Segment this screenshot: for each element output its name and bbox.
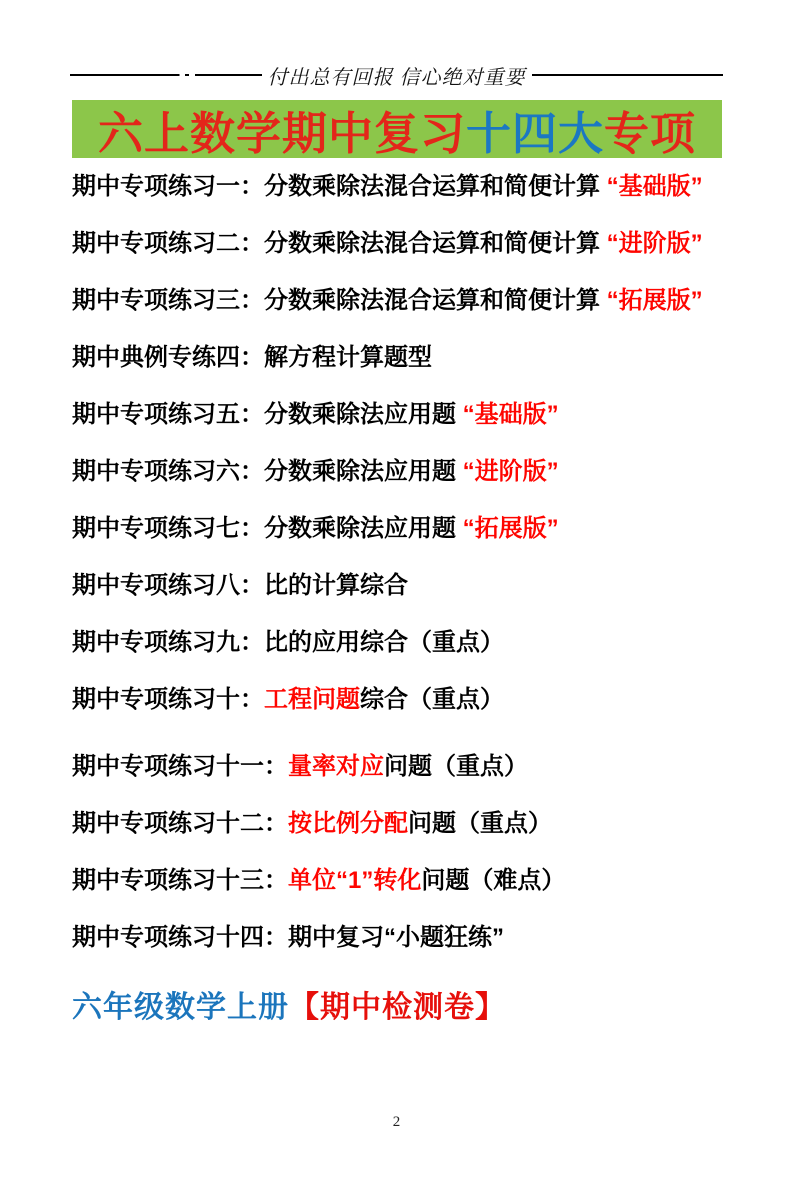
text-segment: 问题（重点） — [408, 810, 552, 837]
text-segment: 期中专项练习九：比的应用综合（重点） — [72, 629, 504, 656]
toc-item — [72, 231, 729, 256]
text-segment: 期中专项练习六：分数乘除法应用题 — [72, 458, 456, 485]
text-segment: 单位“1”转化 — [288, 867, 422, 894]
text-segment: 期中专项练习三：分数乘除法混合运算和简便计算 — [72, 287, 600, 314]
toc-item — [72, 459, 729, 484]
text-segment: 量率对应 — [288, 753, 384, 780]
text-segment: 期中专项练习十一： — [72, 753, 288, 780]
text-segment: 期中专项练习十： — [72, 686, 264, 713]
text-segment: 问题（难点） — [421, 867, 566, 894]
toc-item — [72, 868, 729, 893]
text-segment: 按比例分配 — [288, 810, 408, 837]
toc-item — [72, 925, 729, 950]
text-segment: 期中专项练习一：分数乘除法混合运算和简便计算 — [72, 173, 600, 200]
text-segment: 专项 — [604, 107, 697, 159]
text-segment: 期中专项练习十三： — [72, 867, 288, 894]
header-rule-right — [532, 74, 724, 76]
text-segment: “基础版” — [456, 401, 559, 428]
toc-item — [72, 630, 729, 655]
text-segment: “进阶版” — [456, 458, 559, 485]
toc-item — [72, 174, 729, 199]
text-segment: 综合（重点） — [360, 686, 504, 713]
text-segment: 问题（重点） — [384, 753, 528, 780]
toc-item — [72, 402, 729, 427]
text-segment: 十四大 — [465, 107, 604, 159]
text-segment: 期中专项练习八：比的计算综合 — [72, 572, 408, 599]
header-rule-left — [70, 74, 262, 76]
text-segment: “拓展版” — [456, 515, 559, 542]
toc-item — [72, 754, 729, 779]
text-segment: 期中专项练习五：分数乘除法应用题 — [72, 401, 456, 428]
footer-title — [72, 982, 793, 1026]
text-segment: “拓展版” — [600, 287, 703, 314]
text-segment: 六上数学期中复习 — [97, 107, 466, 159]
header-motto: 付出总有回报 信心绝对重要 — [267, 66, 526, 89]
toc-item — [72, 573, 729, 598]
toc-item — [72, 811, 729, 836]
text-segment: 期中专项练习二：分数乘除法混合运算和简便计算 — [72, 230, 600, 257]
text-segment: 工程问题 — [264, 686, 360, 713]
title-banner — [72, 100, 722, 158]
text-segment: 期中典例专练四：解方程计算题型 — [72, 344, 432, 371]
text-segment: 期中专项练习十四：期中复习“小题狂练” — [72, 924, 504, 951]
document-page — [0, 62, 793, 1184]
toc-item — [72, 516, 729, 541]
text-segment: 期中专项练习十二： — [72, 810, 288, 837]
toc-list — [72, 174, 729, 950]
text-segment: 六年级数学上册 — [72, 991, 289, 1024]
toc-item — [72, 345, 729, 370]
text-segment: 【期中检测卷】 — [289, 991, 506, 1024]
page-number: 2 — [392, 1114, 401, 1130]
text-segment: “进阶版” — [600, 230, 703, 257]
text-segment: 期中专项练习七：分数乘除法应用题 — [72, 515, 456, 542]
text-segment: “基础版” — [600, 173, 703, 200]
header-motto-rule — [70, 62, 723, 88]
toc-item — [72, 288, 729, 313]
toc-item — [72, 687, 729, 712]
